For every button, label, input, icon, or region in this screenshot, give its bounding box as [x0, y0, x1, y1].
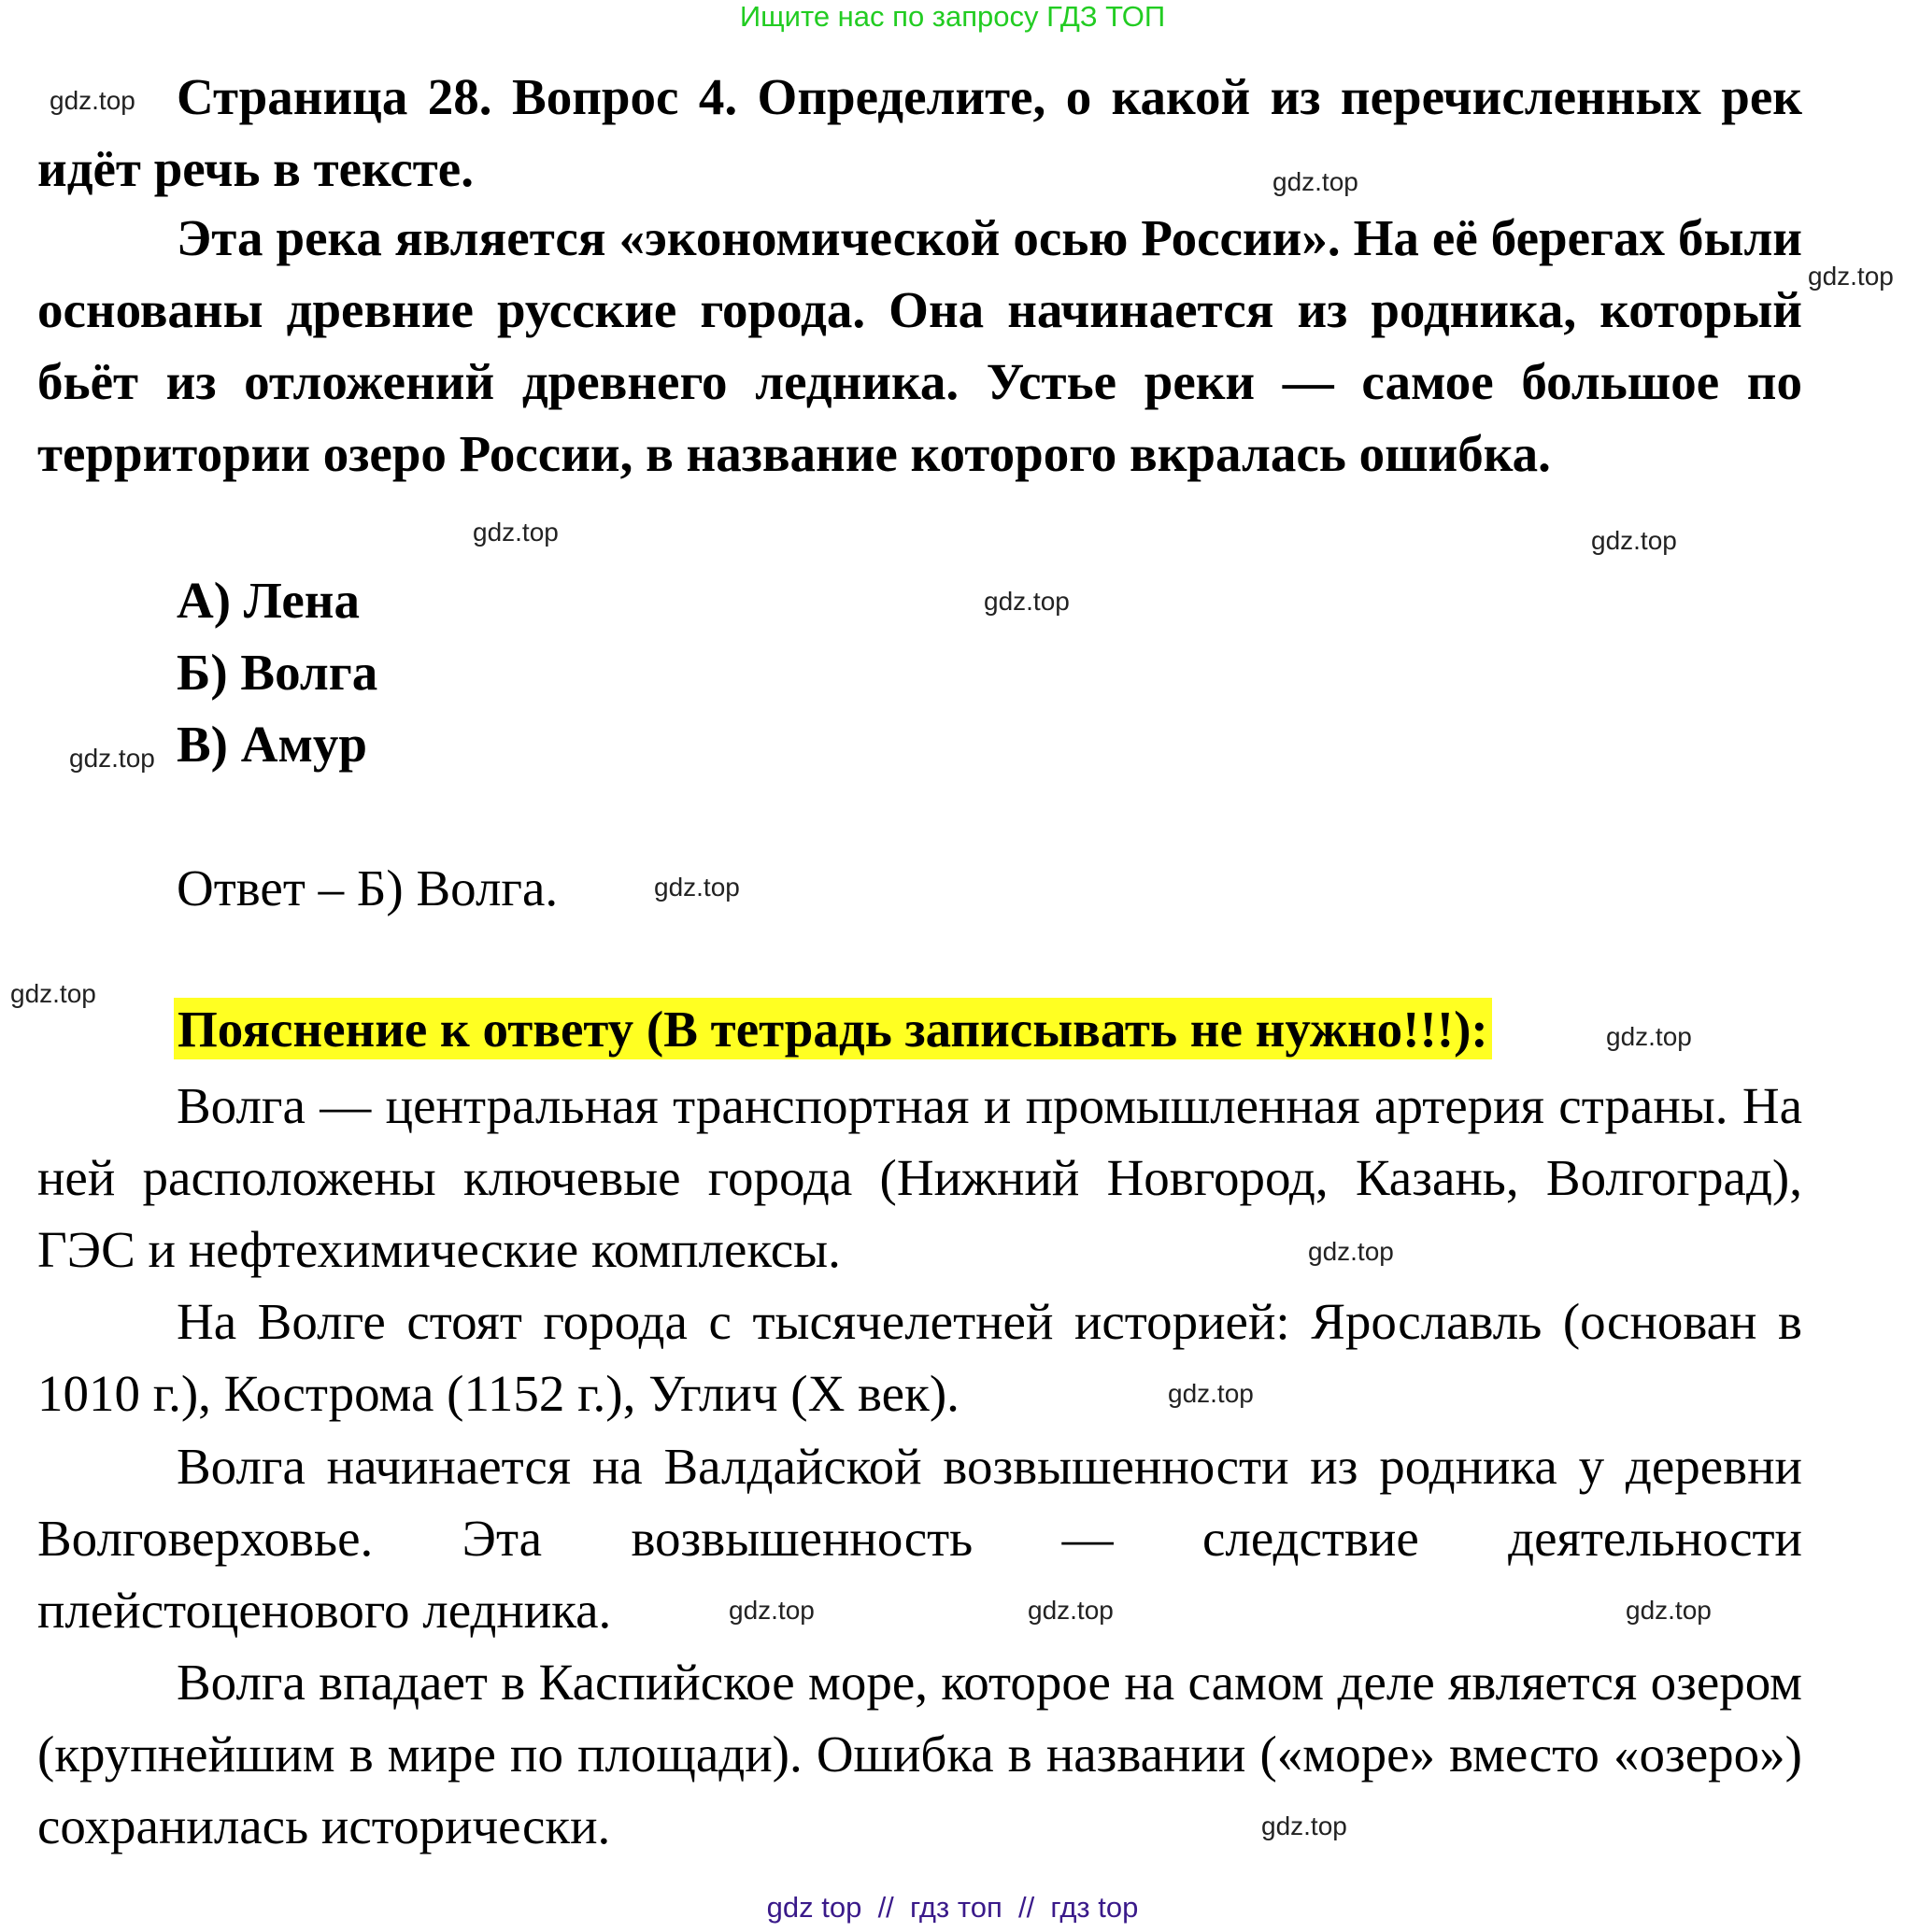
question-title: Страница 28. Вопрос 4. Определите, о какой из перечисленных рек идёт речь в тексте.	[37, 68, 1802, 197]
option-b: Б) Волга	[177, 644, 378, 701]
watermark: gdz.top	[1261, 1811, 1347, 1840]
watermark: gdz.top	[69, 744, 155, 773]
watermark: gdz.top	[1168, 1379, 1254, 1408]
watermark: gdz.top	[50, 86, 135, 115]
watermark: gdz.top	[1626, 1596, 1712, 1625]
watermark: gdz.top	[654, 873, 740, 902]
watermark: gdz.top	[984, 587, 1070, 616]
watermark: gdz.top	[1606, 1022, 1692, 1051]
watermark: gdz.top	[1272, 167, 1358, 196]
watermark: gdz.top	[1808, 262, 1894, 291]
option-c: В) Амур	[177, 716, 368, 773]
watermark: gdz.top	[729, 1596, 815, 1625]
search-banner: Ищите нас по запросу ГДЗ ТОП	[739, 0, 1166, 33]
answer-text: Ответ – Б) Волга.	[177, 859, 559, 916]
explanation-paragraph: На Волге стоят города с тысячелетней историей: Ярославль (основан в 1010 г.), Кострома (1152 г.), Углич (X век).	[37, 1293, 1802, 1422]
footer-links[interactable]: gdz top // гдз топ // гдз top	[766, 1891, 1139, 1924]
explanation-paragraph: Волга начинается на Валдайской возвышенности из родника у деревни Волговерховье. Эта возвышенность — следствие деятельности плейстоценового ледника.	[37, 1438, 1802, 1639]
explanation-paragraph: Волга — центральная транспортная и промышленная артерия страны. На ней расположены ключевые города (Нижний Новгород, Казань, Волгоград), ГЭС и нефтехимические комплексы.	[37, 1077, 1802, 1278]
explanation-paragraph: Волга впадает в Каспийское море, которое на самом деле является озером (крупнейшим в мире по площади). Ошибка в названии («море» вместо «озеро») сохранилась исторически.	[37, 1654, 1802, 1854]
watermark: gdz.top	[1028, 1596, 1114, 1625]
watermark: gdz.top	[1308, 1237, 1394, 1266]
watermark: gdz.top	[473, 518, 559, 547]
watermark: gdz.top	[10, 979, 96, 1008]
explanation-heading: Пояснение к ответу (В тетрадь записывать не нужно!!!):	[174, 998, 1492, 1059]
watermark: gdz.top	[1591, 526, 1677, 555]
option-a: А) Лена	[177, 572, 360, 629]
question-text: Эта река является «экономической осью России». На её берегах были основаны древние русские города. Она начинается из родника, который бьёт из отложений древнего ледника. Устье реки — самое большое по территории озеро России, в название которого вкралась ошибка.	[37, 209, 1802, 482]
